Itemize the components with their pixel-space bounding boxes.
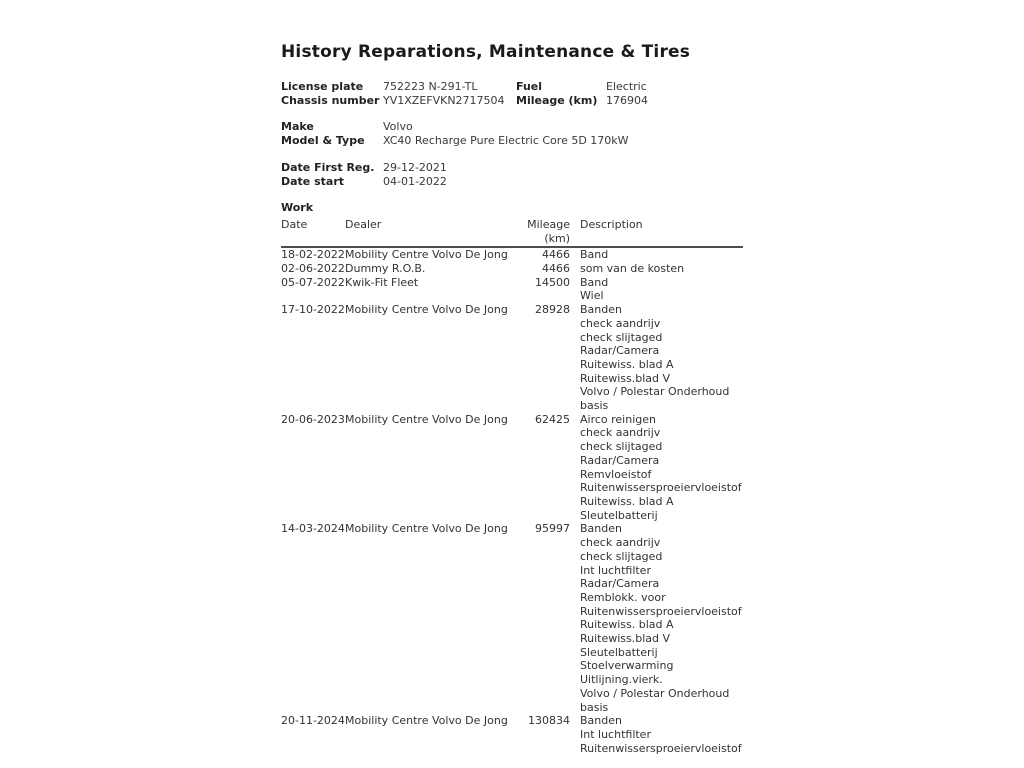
description-line: Ruitewiss.blad V <box>580 632 671 646</box>
info-row <box>281 134 743 148</box>
description-line: Radar/Camera <box>580 453 660 467</box>
work-row-dealer: Dummy R.O.B. <box>345 262 426 276</box>
work-table-row <box>281 303 743 413</box>
description-line: Volvo / Polestar Onderhoud basis <box>580 686 730 714</box>
work-row-description <box>570 522 743 714</box>
work-row-description <box>570 262 743 276</box>
description-line: Band <box>580 248 609 262</box>
work-row-description <box>570 714 743 755</box>
work-table-header <box>281 218 743 248</box>
description-line: Sleutelbatterij <box>580 508 658 522</box>
description-line: Band <box>580 275 609 289</box>
date-start-value: 04-01-2022 <box>383 174 447 188</box>
work-row-description <box>570 276 743 303</box>
column-header-dealer: Dealer <box>345 217 382 231</box>
column-header-mileage: Mileage (km) <box>527 217 570 245</box>
work-row-description <box>570 248 743 262</box>
work-row-mileage: 28928 <box>535 303 570 317</box>
work-table <box>281 218 743 755</box>
description-line: Radar/Camera <box>580 577 660 591</box>
description-line: Int luchtfilter <box>580 727 651 741</box>
description-line: check aandrijv <box>580 536 661 550</box>
work-row-date: 14-03-2024 <box>281 522 345 536</box>
description-line: Banden <box>580 714 622 728</box>
info-row <box>281 175 743 189</box>
work-row-mileage: 4466 <box>542 248 570 262</box>
work-table-row <box>281 248 743 262</box>
description-line: Sleutelbatterij <box>580 645 658 659</box>
description-line: Airco reinigen <box>580 412 656 426</box>
work-row-mileage: 14500 <box>535 275 570 289</box>
chassis-number-label: Chassis number <box>281 93 380 107</box>
description-line: Ruitenwissersproeiervloeistof <box>580 741 742 755</box>
make-label: Make <box>281 120 314 134</box>
work-table-row <box>281 522 743 714</box>
dates-block <box>281 161 743 188</box>
description-line: Stoelverwarming <box>580 659 674 673</box>
description-line: Wiel <box>580 289 604 303</box>
date-first-reg-value: 29-12-2021 <box>383 160 447 174</box>
work-table-body <box>281 248 743 755</box>
work-row-dealer: Mobility Centre Volvo De Jong <box>345 248 508 262</box>
description-line: som van de kosten <box>580 262 685 276</box>
column-header-description: Description <box>580 217 643 231</box>
description-line: Ruitewiss. blad A <box>580 494 674 508</box>
work-row-dealer: Mobility Centre Volvo De Jong <box>345 714 508 728</box>
description-line: check aandrijv <box>580 426 661 440</box>
work-row-mileage: 62425 <box>535 412 570 426</box>
column-header-date: Date <box>281 217 308 231</box>
description-line: Uitlijning.vierk. <box>580 673 663 687</box>
description-line: check slijtaged <box>580 549 663 563</box>
description-line: Volvo / Polestar Onderhoud basis <box>580 385 730 413</box>
work-row-mileage: 4466 <box>542 262 570 276</box>
description-line: Ruitewiss. blad A <box>580 357 674 371</box>
info-row <box>281 80 743 94</box>
work-row-date: 20-06-2023 <box>281 412 345 426</box>
info-row <box>281 94 743 108</box>
description-line: check aandrijv <box>580 316 661 330</box>
page-title: History Reparations, Maintenance & Tires <box>281 42 691 62</box>
work-row-description <box>570 303 743 413</box>
work-row-date: 18-02-2022 <box>281 248 345 262</box>
fuel-value: Electric <box>606 80 647 93</box>
info-row <box>281 120 743 134</box>
description-line: Remblokk. voor <box>580 590 666 604</box>
license-plate-label: License plate <box>281 80 364 93</box>
description-line: Remvloeistof <box>580 467 652 481</box>
description-line: Banden <box>580 522 622 536</box>
chassis-number-value: YV1XZEFVKN2717504 <box>383 93 505 107</box>
description-line: Ruitenwissersproeiervloeistof <box>580 604 742 618</box>
work-row-date: 05-07-2022 <box>281 275 345 289</box>
work-table-row <box>281 714 743 755</box>
work-row-dealer: Kwik-Fit Fleet <box>345 275 419 289</box>
mileage-value: 176904 <box>606 93 648 107</box>
work-row-date: 02-06-2022 <box>281 262 345 276</box>
description-line: Radar/Camera <box>580 344 660 358</box>
work-row-dealer: Mobility Centre Volvo De Jong <box>345 412 508 426</box>
description-line: Ruitewiss.blad V <box>580 371 671 385</box>
work-row-description <box>570 413 743 523</box>
description-line: Int luchtfilter <box>580 563 651 577</box>
license-plate-value: 752223 N-291-TL <box>383 80 478 93</box>
description-line: Banden <box>580 303 622 317</box>
work-row-date: 17-10-2022 <box>281 303 345 317</box>
vehicle-id-block <box>281 80 743 107</box>
work-table-row <box>281 276 743 303</box>
mileage-label: Mileage (km) <box>516 93 598 107</box>
report-document <box>281 44 743 755</box>
description-line: Ruitenwissersproeiervloeistof <box>580 481 742 495</box>
date-first-reg-label: Date First Reg. <box>281 160 375 174</box>
make-model-block <box>281 120 743 147</box>
work-table-row <box>281 413 743 523</box>
description-line: check slijtaged <box>580 440 663 454</box>
fuel-label: Fuel <box>516 80 543 93</box>
work-section-heading: Work <box>281 201 314 215</box>
work-row-dealer: Mobility Centre Volvo De Jong <box>345 303 508 317</box>
model-type-value: XC40 Recharge Pure Electric Core 5D 170kW <box>383 134 629 148</box>
date-start-label: Date start <box>281 174 345 188</box>
model-type-label: Model & Type <box>281 134 365 148</box>
description-line: Ruitewiss. blad A <box>580 618 674 632</box>
info-row <box>281 161 743 175</box>
work-row-mileage: 95997 <box>535 522 570 536</box>
make-value: Volvo <box>383 120 413 134</box>
work-row-dealer: Mobility Centre Volvo De Jong <box>345 522 508 536</box>
description-line: check slijtaged <box>580 330 663 344</box>
work-row-mileage: 130834 <box>528 714 570 728</box>
work-table-row <box>281 262 743 276</box>
work-row-date: 20-11-2024 <box>281 714 345 728</box>
